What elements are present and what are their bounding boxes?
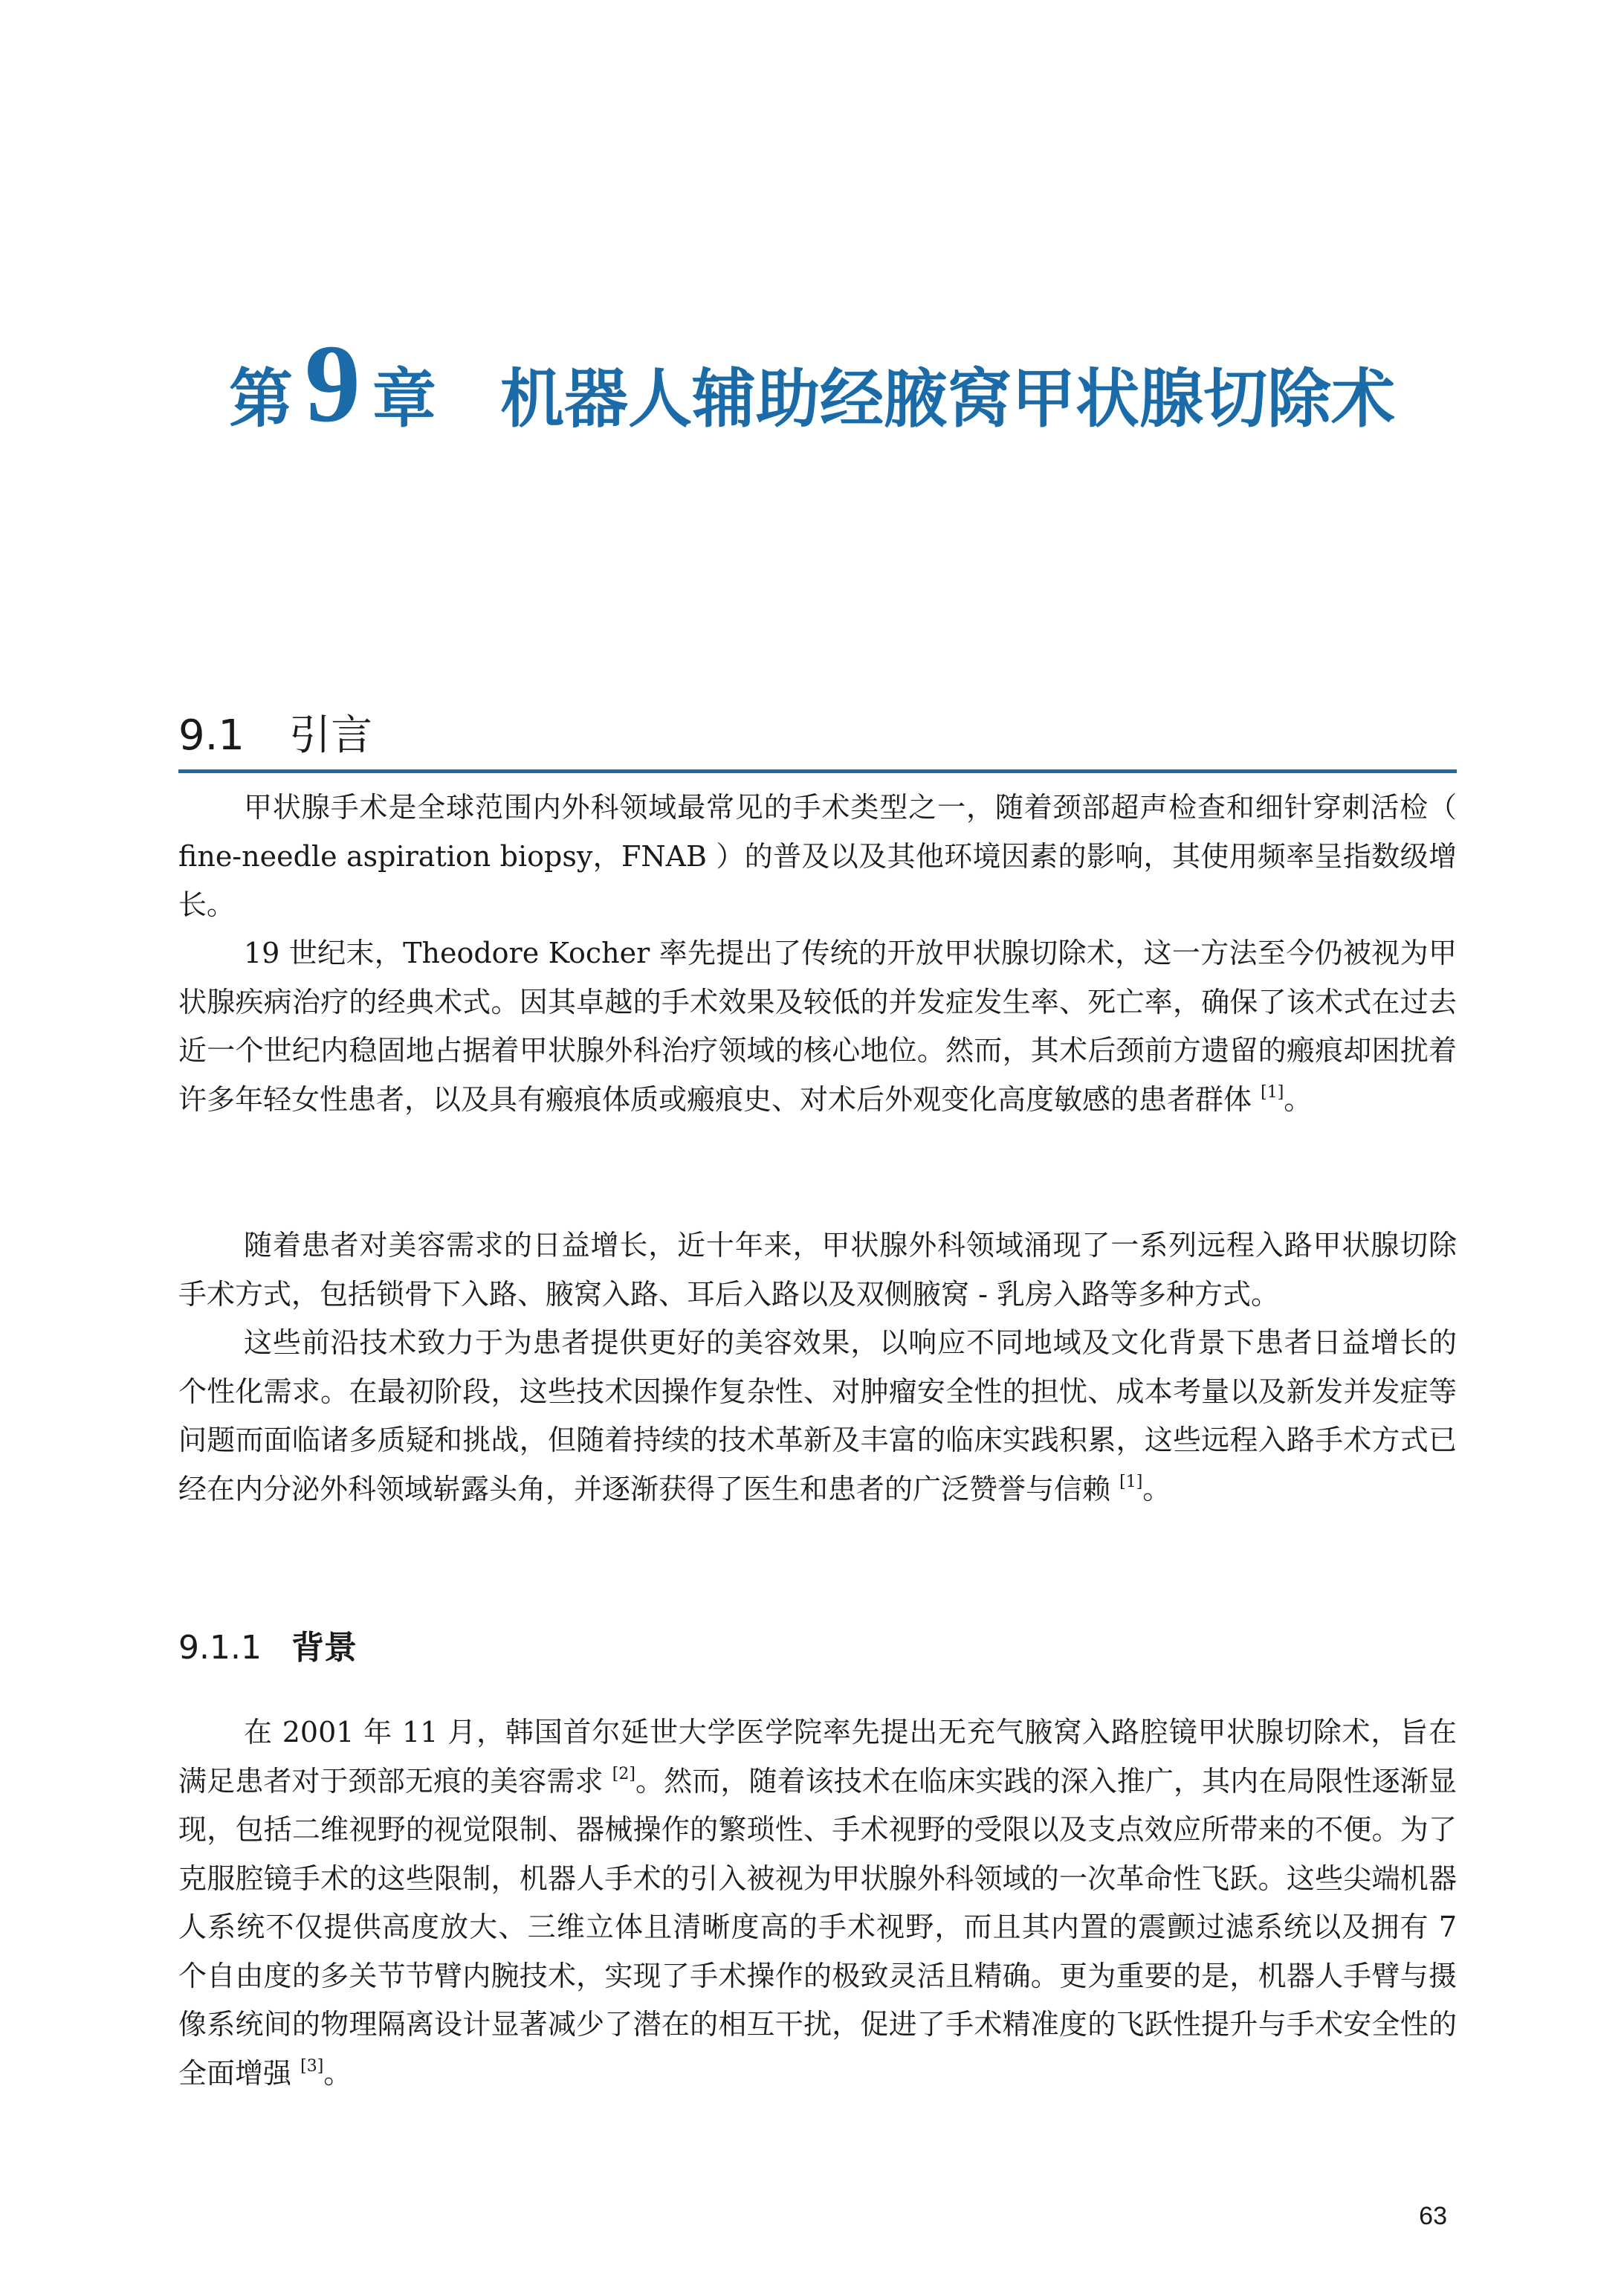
page-number: 63 (1419, 2202, 1447, 2230)
section-heading (178, 703, 1457, 773)
paragraph (178, 929, 1457, 1124)
period: 。 (1142, 1472, 1171, 1505)
citation: [1] (1261, 1082, 1284, 1102)
paragraph-text: 甲状腺手术是全球范围内外科领域最常见的手术类型之一，随着颈部超声检查和细针穿刺活检（ fine-needle aspiration biopsy，FNAB ）的普及以及其他环境因素的影响，其使用频率呈指数级增长。 (178, 791, 1457, 921)
period: 。 (323, 2056, 352, 2090)
paragraph-text: 19 世纪末，Theodore Kocher 率先提出了传统的开放甲状腺切除术，这一方法至今仍被视为甲状腺疾病治疗的经典术式。因其卓越的手术效果及较低的并发症发生率、死亡率，确保了该术式在过去近一个世纪内稳固地占据着甲状腺外科治疗领域的核心地位。然而，其术后颈前方遗留的瘢痕却困扰着许多年轻女性患者，以及具有瘢痕体质或瘢痕史、对术后外观变化高度敏感的患者群体 (178, 937, 1457, 1116)
chapter-number: 9 (305, 322, 360, 445)
subsection-number: 9.1.1 (178, 1629, 262, 1667)
paragraph (178, 1708, 1457, 2098)
citation: [3] (300, 2056, 324, 2076)
subsection-heading (178, 1621, 1457, 1668)
citation: [1] (1119, 1472, 1143, 1491)
paragraph-text: 在 2001 年 11 月，韩国首尔延世大学医学院率先提出无充气腋窝入路腔镜甲状腺切除术，旨在满足患者对于颈部无痕的美容需求 (178, 1716, 1457, 1798)
paragraph (178, 1319, 1457, 1514)
paragraph-text: 。然而，随着该技术在临床实践的深入推广，其内在局限性逐渐显现，包括二维视野的视觉限制、器械操作的繁琐性、手术视野的受限以及支点效应所带来的不便。为了克服腔镜手术的这些限制，机器人手术的引入被视为甲状腺外科领域的一次革命性飞跃。这些尖端机器人系统不仅提供高度放大、三维立体且清晰度高的手术视野，而且其内置的震颤过滤系统以及拥有 7 个自由度的多关节节臂内腕技术，实现了手术操作的极致灵活且精确。更为重要的是，机器人手臂与摄像系统间的物理隔离设计显著减少了潜在的相互干扰，促进了手术精准度的飞跃性提升与手术安全性的全面增强 (178, 1764, 1457, 2090)
subsection-title: 背景 (291, 1629, 357, 1667)
citation: [2] (612, 1764, 635, 1783)
chapter-title (0, 320, 1624, 448)
section-number: 9.1 (178, 711, 245, 760)
chapter-prefix: 第 (229, 361, 293, 436)
paragraph-text: 随着患者对美容需求的日益增长，近十年来，甲状腺外科领域涌现了一系列远程入路甲状腺切除手术方式，包括锁骨下入路、腋窝入路、耳后入路以及双侧腋窝 - 乳房入路等多种方式。 (178, 1229, 1457, 1311)
period: 。 (1284, 1082, 1313, 1116)
paragraph (178, 784, 1457, 930)
paragraph-text: 这些前沿技术致力于为患者提供更好的美容效果，以响应不同地域及文化背景下患者日益增长的个性化需求。在最初阶段，这些技术因操作复杂性、对肿瘤安全性的担忧、成本考量以及新发并发症等问题而面临诸多质疑和挑战，但随着持续的技术革新及丰富的临床实践积累，这些远程入路手术方式已经在内分泌外科领域崭露头角，并逐渐获得了医生和患者的广泛赞誉与信赖 (178, 1326, 1457, 1505)
chapter-suffix: 章 (372, 361, 436, 436)
paragraph (178, 1221, 1457, 1319)
section-title: 引言 (289, 711, 373, 760)
chapter-name: 机器人辅助经腋窝甲状腺切除术 (500, 361, 1395, 436)
